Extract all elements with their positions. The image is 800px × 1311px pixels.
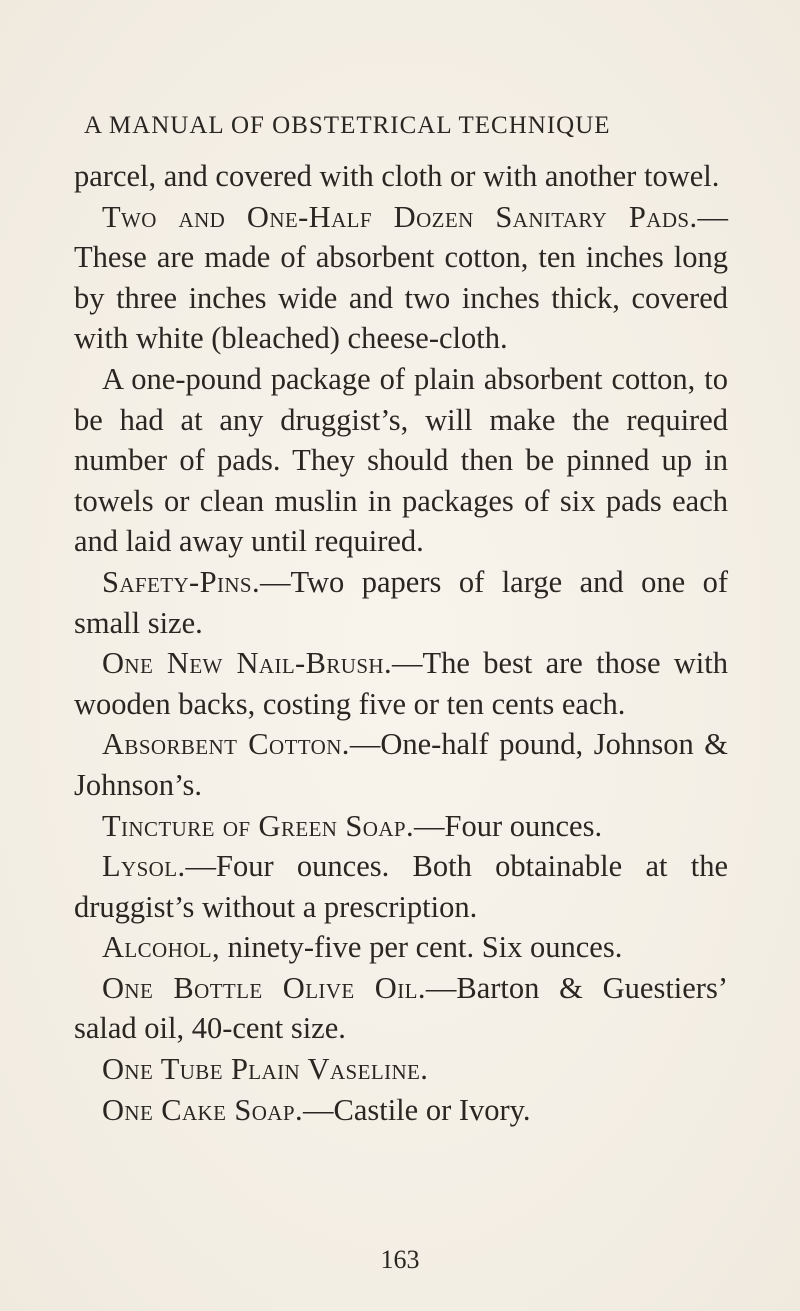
paragraph-text: —Four ounces. Both obtainable at the druggist’s without a prescription. (74, 849, 728, 924)
running-head: A MANUAL OF OBSTETRICAL TECHNIQUE (84, 112, 611, 139)
item-heading: Tincture of Green Soap. (102, 808, 414, 843)
paragraph-text: —Two papers of large and one of small size. (74, 564, 728, 640)
item-heading: Absorbent Cotton. (102, 727, 350, 762)
item-heading: One Tube Plain Vaseline. (102, 1052, 429, 1087)
paragraph (74, 968, 728, 1049)
paragraph (74, 846, 728, 927)
paragraph-text: —Barton & Guestiers’ salad oil, 40-cent size. (74, 970, 728, 1046)
item-heading: One New Nail-Brush. (102, 646, 393, 681)
paragraph-text: —Castile or Ivory. (302, 1092, 531, 1127)
body-text (74, 156, 728, 1130)
paragraph (74, 197, 728, 359)
paragraph-text: —One-half pound, Johnson & Johnson’s. (74, 727, 728, 802)
item-heading: Safety-Pins. (102, 564, 261, 599)
item-heading: One Cake Soap. (102, 1092, 303, 1127)
paragraph (74, 1049, 728, 1090)
paragraph-text: A one-pound package of plain absorbent cotton, to be had at any druggist’s, will make the required number of pads. They should then be pinned up in towels or clean muslin in packages of six pads each and laid away until required. (74, 361, 728, 559)
paragraph (74, 156, 728, 197)
paragraph (74, 806, 728, 847)
paragraph (74, 562, 728, 643)
item-heading: Alcohol, (102, 930, 221, 965)
paragraph-text: —These are made of absorbent cotton, ten inches long by three inches wide and two inches thick, covered with white (bleached) cheese-cloth. (74, 199, 728, 356)
paragraph (74, 643, 728, 724)
paragraph-text: —Four ounces. (414, 808, 603, 843)
paragraph-text: ninety-five per cent. Six ounces. (220, 930, 623, 965)
paragraph (74, 1090, 728, 1131)
item-heading: One Bottle Olive Oil. (102, 970, 426, 1005)
paragraph (74, 724, 728, 805)
paragraph-text: parcel, and covered with cloth or with another towel. (74, 159, 720, 193)
item-heading: Two and One-Half Dozen Sanitary Pads. (102, 199, 698, 234)
item-heading: Lysol. (102, 849, 186, 884)
page-number: 163 (380, 1245, 420, 1274)
paragraph-text: —The best are those with wooden backs, costing five or ten cents each. (74, 646, 729, 721)
paragraph (74, 927, 728, 968)
paragraph (74, 359, 728, 562)
